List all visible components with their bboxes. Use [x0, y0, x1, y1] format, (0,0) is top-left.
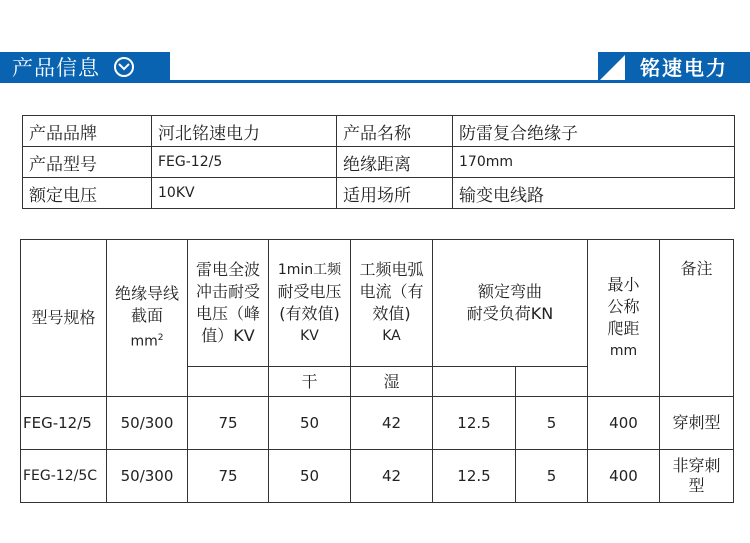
- col-header-line: 电压（峰: [195, 304, 260, 323]
- col-header-line: 1min工频: [277, 262, 342, 278]
- col-header-line: 工频电弧: [359, 260, 424, 279]
- product-info-table: [22, 115, 735, 209]
- spec-table: [20, 239, 734, 503]
- cell-power-freq: 50: [269, 450, 351, 503]
- subheader-empty: [433, 367, 516, 397]
- col-header-arc: [351, 240, 433, 367]
- info-value: 防雷复合绝缘子: [453, 116, 735, 147]
- cell-bend2: 5: [516, 397, 588, 450]
- cell-model: FEG-12/5C: [21, 450, 107, 503]
- cell-model: FEG-12/5: [21, 397, 107, 450]
- col-header-line: 公称: [607, 297, 640, 316]
- col-header-line: KA: [382, 328, 401, 344]
- table-row: [23, 147, 735, 178]
- col-header-bending: [433, 240, 588, 367]
- cell-arc: 42: [351, 397, 433, 450]
- header-white-band: [170, 52, 625, 82]
- col-header-line: KV: [300, 328, 319, 344]
- info-value: 10KV: [152, 178, 337, 209]
- subheader-empty: [188, 367, 269, 397]
- col-header-line: (有效值): [279, 304, 340, 323]
- info-value: 170mm: [453, 147, 735, 178]
- col-header-conductor: [107, 240, 188, 397]
- col-header-line: 值）KV: [201, 326, 255, 345]
- subheader-wet: 湿: [351, 367, 433, 397]
- cell-creepage: 400: [588, 397, 660, 450]
- cell-conductor: 50/300: [107, 450, 188, 503]
- info-value: 输变电线路: [453, 178, 735, 209]
- subheader-empty: [516, 367, 588, 397]
- col-header-line: 爬距: [607, 319, 640, 338]
- table-row: [21, 450, 734, 503]
- col-header-line: 额定弯曲: [477, 282, 542, 301]
- col-header-unit: [107, 327, 187, 353]
- chevron-down-circle-icon: [114, 57, 134, 77]
- section-header: [0, 0, 750, 86]
- col-header-creepage: [588, 240, 660, 397]
- cell-impulse: 75: [188, 450, 269, 503]
- cell-power-freq: 50: [269, 397, 351, 450]
- col-header-line: 绝缘导线: [114, 284, 179, 304]
- table-row: [23, 178, 735, 209]
- col-header-line: 电流（有: [359, 282, 424, 301]
- section-title: [12, 55, 134, 81]
- info-label: 产品品牌: [23, 116, 152, 147]
- header-slant: [598, 52, 628, 82]
- col-header-unit: mm: [609, 343, 638, 359]
- col-header-line: 截面: [130, 306, 163, 326]
- col-header-line: 雷电全波: [195, 260, 260, 279]
- col-header-line: 耐受负荷KN: [466, 304, 554, 323]
- info-value: FEG-12/5: [152, 147, 337, 178]
- subheader-dry: 干: [269, 367, 351, 397]
- cell-bend1: 12.5: [433, 450, 516, 503]
- col-header-remark: 备注: [660, 240, 734, 397]
- col-header-impulse: [188, 240, 269, 367]
- info-label: 产品型号: [23, 147, 152, 178]
- table-row: [21, 397, 734, 450]
- col-header-line: 最小: [607, 275, 640, 294]
- brand-name: 铭速电力: [640, 56, 728, 80]
- col-header-line: 冲击耐受: [195, 282, 260, 301]
- cell-bend1: 12.5: [433, 397, 516, 450]
- cell-creepage: 400: [588, 450, 660, 503]
- cell-bend2: 5: [516, 450, 588, 503]
- info-label: 绝缘距离: [337, 147, 453, 178]
- col-header-model: 型号规格: [21, 240, 107, 397]
- col-header-line: 效值): [372, 304, 411, 323]
- cell-remark: 穿刺型: [660, 397, 734, 450]
- cell-conductor: 50/300: [107, 397, 188, 450]
- info-label: 产品名称: [337, 116, 453, 147]
- info-label: 额定电压: [23, 178, 152, 209]
- section-title-text: 产品信息: [12, 56, 100, 80]
- info-value: 河北铭速电力: [152, 116, 337, 147]
- cell-remark: 非穿刺型: [660, 450, 734, 503]
- unit-sup: 2: [157, 333, 164, 344]
- col-header-line: 耐受电压: [277, 282, 342, 301]
- info-label: 适用场所: [337, 178, 453, 209]
- header-row: [21, 240, 734, 367]
- cell-impulse: 75: [188, 397, 269, 450]
- col-header-power-freq: [269, 240, 351, 367]
- cell-arc: 42: [351, 450, 433, 503]
- unit-text: mm: [130, 333, 158, 350]
- table-row: [23, 116, 735, 147]
